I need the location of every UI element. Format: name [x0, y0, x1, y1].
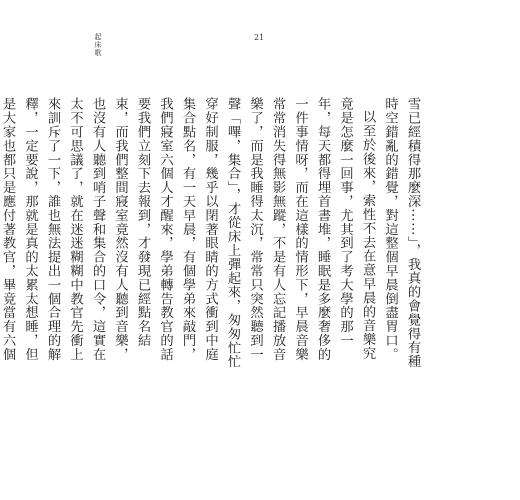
- paragraph: 以至於後來，索性不去在意早晨的音樂究竟是怎麼一回事，尤其到了考大學的那一年，每天都得埋首書堆，睡眠是多麼奢侈的一件事情呀，而在這樣的情形下，早晨音樂常常消失得無影無蹤，不是有人忘記播放音樂了，而是我睡得太沉，常常只突然聽到一聲「嗶，集合」，才從床上彈起來，匆匆忙忙穿好制服，幾乎以閉著眼睛的方式衝到中庭集合點名，有一天早晨，有個學弟來敲門，我們寢室六個人才醒來，學弟轉告教官的話要我們立刻下去報到，才發現已經點名結束，而我們整間寢室竟然沒有人聽到音樂，也沒有人聽到哨子聲和集合的口令，這實在太不可思議了，就在迷迷糊糊中教官先衝上來訓斥了一下，誰也無法提出一個合理的解釋，一定要說，那就是真的太累太想睡，但是大家也都只是應付著教官，畢竟當有六個: [0, 97, 375, 369]
- running-title: 起床歌: [94, 33, 102, 57]
- body-text: [0, 97, 423, 372]
- paragraph: 雪已經積得那麼深⋯⋯」，我真的會覺得有種時空錯亂的錯覺，對這整個早晨倒盡胃口。: [382, 97, 420, 369]
- page-number: 21: [254, 33, 265, 42]
